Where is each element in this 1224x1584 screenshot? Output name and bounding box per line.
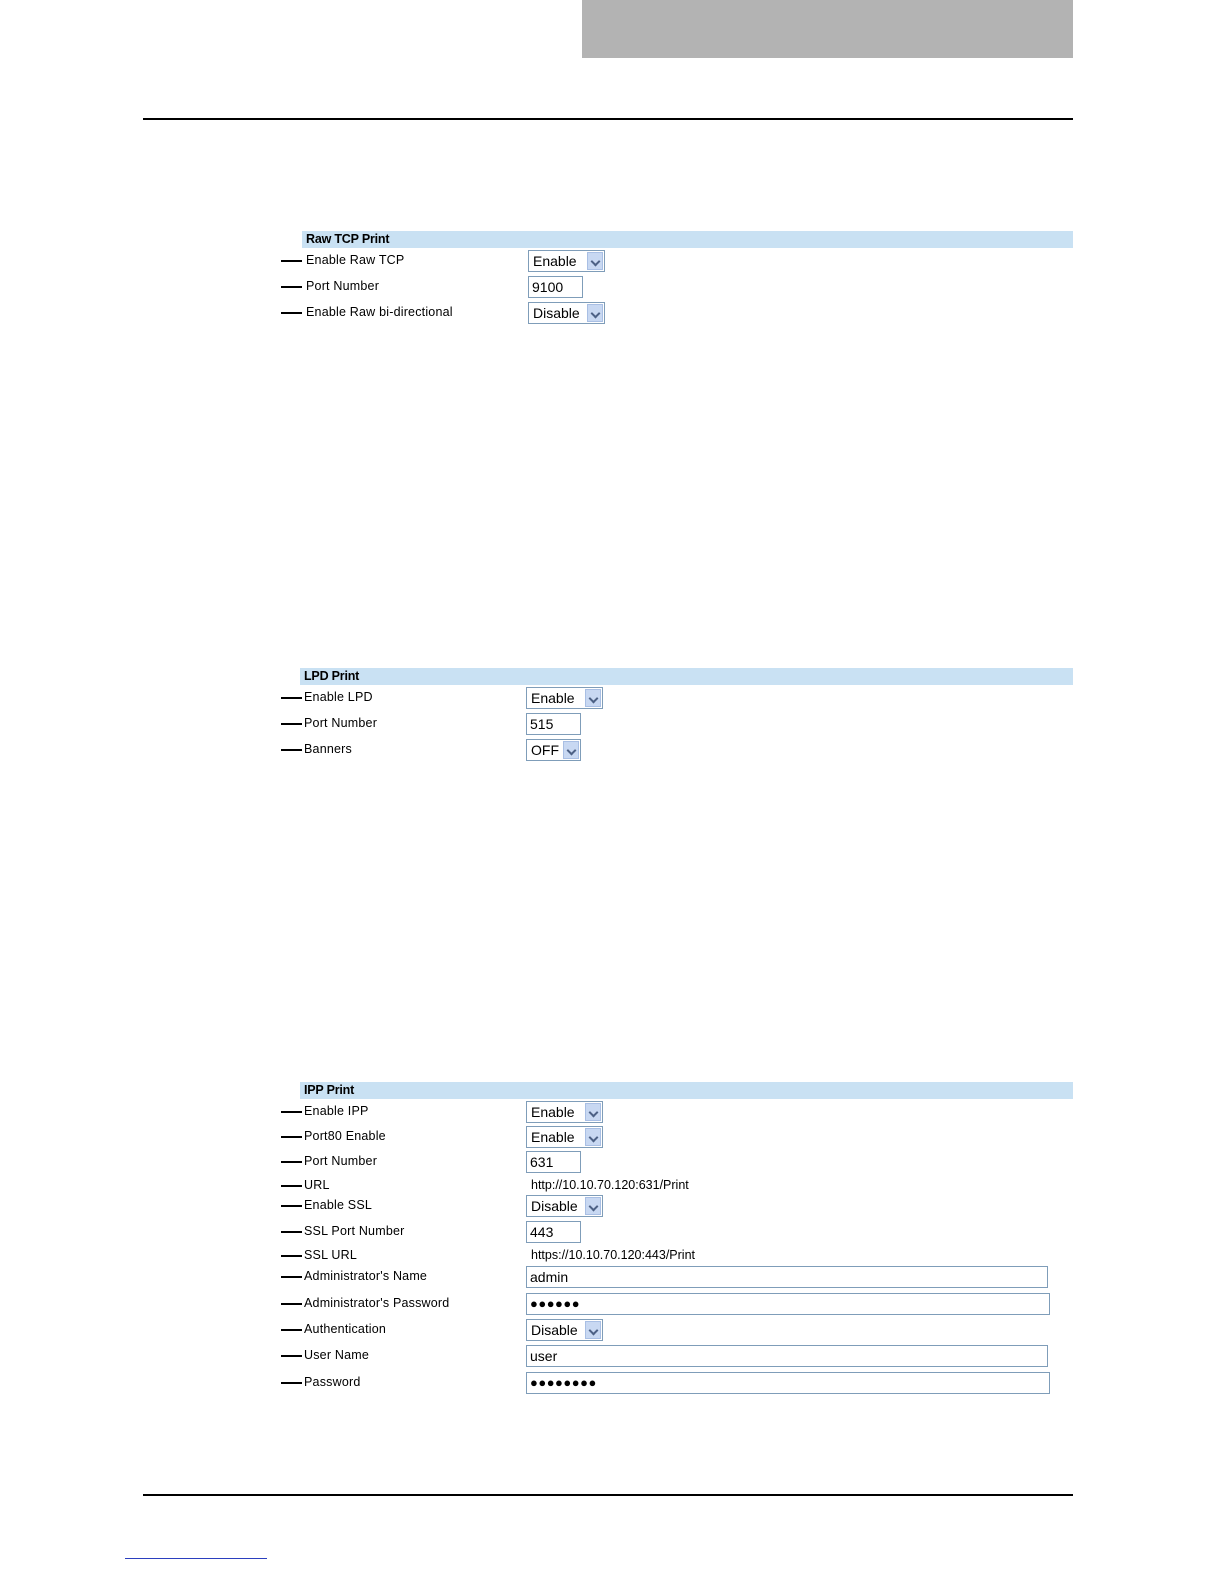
admin-password-input[interactable]: ●●●●●● [526, 1293, 1050, 1315]
raw-tcp-panel [281, 231, 1073, 331]
lpd-title: LPD Print [300, 668, 1073, 685]
enable-raw-tcp-label: Enable Raw TCP [306, 253, 405, 267]
raw-bidir-label: Enable Raw bi-directional [306, 305, 453, 319]
chevron-down-icon[interactable] [587, 304, 603, 322]
url-label: URL [304, 1178, 330, 1192]
enable-raw-tcp-row [281, 250, 1073, 272]
authentication-label: Authentication [304, 1322, 387, 1336]
ssl-port-input[interactable]: 443 [526, 1221, 581, 1243]
raw-bidir-row [281, 302, 1073, 324]
password-row [281, 1372, 1073, 1394]
ipp-port-input[interactable]: 631 [526, 1151, 581, 1173]
callout-line [281, 1255, 302, 1257]
callout-line [281, 1185, 302, 1187]
ssl-port-label: SSL Port Number [304, 1224, 405, 1238]
admin-password-label: Administrator's Password [304, 1296, 450, 1310]
url-row [281, 1175, 1073, 1197]
header-band [582, 0, 1073, 58]
lpd-panel [281, 668, 1073, 768]
authentication-row [281, 1319, 1073, 1341]
enable-ssl-label: Enable SSL [304, 1198, 373, 1212]
user-name-label: User Name [304, 1348, 370, 1362]
banners-row [281, 739, 1073, 761]
lpd-port-input[interactable]: 515 [526, 713, 581, 735]
ssl-url-label: SSL URL [304, 1248, 358, 1262]
callout-line [281, 1355, 302, 1357]
admin-name-input[interactable]: admin [526, 1266, 1048, 1288]
chevron-down-icon[interactable] [563, 741, 579, 759]
callout-line [281, 1205, 302, 1207]
raw-port-label: Port Number [306, 279, 380, 293]
callout-line [281, 1161, 302, 1163]
ipp-panel [281, 1082, 1073, 1402]
admin-name-row [281, 1266, 1073, 1288]
user-name-row [281, 1345, 1073, 1367]
callout-line [281, 723, 302, 725]
user-name-input[interactable]: user [526, 1345, 1048, 1367]
lpd-port-label: Port Number [304, 716, 378, 730]
callout-line [281, 260, 302, 262]
ipp-title: IPP Print [300, 1082, 1073, 1099]
bottom-rule [143, 1494, 1073, 1496]
enable-lpd-select[interactable]: Enable [526, 687, 603, 709]
callout-line [281, 286, 302, 288]
enable-ssl-row [281, 1195, 1073, 1217]
raw-bidir-select[interactable]: Disable [528, 302, 605, 324]
callout-line [281, 697, 302, 699]
callout-line [281, 312, 302, 314]
callout-line [281, 1231, 302, 1233]
chevron-down-icon[interactable] [585, 689, 601, 707]
enable-ipp-row [281, 1101, 1073, 1123]
ipp-port-row [281, 1151, 1073, 1173]
callout-line [281, 1329, 302, 1331]
enable-raw-tcp-select[interactable]: Enable [528, 250, 605, 272]
raw-tcp-title: Raw TCP Print [302, 231, 1073, 248]
top-rule [143, 118, 1073, 120]
port80-row [281, 1126, 1073, 1148]
lpd-port-row [281, 713, 1073, 735]
authentication-select[interactable]: Disable [526, 1319, 603, 1341]
admin-password-row [281, 1293, 1073, 1315]
callout-line [281, 1276, 302, 1278]
banners-label: Banners [304, 742, 352, 756]
enable-ipp-select[interactable]: Enable [526, 1101, 603, 1123]
chevron-down-icon[interactable] [585, 1197, 601, 1215]
enable-lpd-label: Enable LPD [304, 690, 373, 704]
callout-line [281, 749, 302, 751]
enable-ipp-label: Enable IPP [304, 1104, 369, 1118]
enable-lpd-row [281, 687, 1073, 709]
callout-line [281, 1382, 302, 1384]
ipp-port-label: Port Number [304, 1154, 378, 1168]
ssl-url-value: https://10.10.70.120:443/Print [531, 1248, 696, 1262]
url-value: http://10.10.70.120:631/Print [531, 1178, 689, 1192]
ssl-url-row [281, 1245, 1073, 1267]
enable-ssl-select[interactable]: Disable [526, 1195, 603, 1217]
password-input[interactable]: ●●●●●●●● [526, 1372, 1050, 1394]
footer-link-underline[interactable] [125, 1558, 267, 1559]
callout-line [281, 1303, 302, 1305]
admin-name-label: Administrator's Name [304, 1269, 428, 1283]
chevron-down-icon[interactable] [585, 1103, 601, 1121]
callout-line [281, 1111, 302, 1113]
password-label: Password [304, 1375, 361, 1389]
banners-select[interactable]: OFF [526, 739, 581, 761]
port80-label: Port80 Enable [304, 1129, 386, 1143]
port80-select[interactable]: Enable [526, 1126, 603, 1148]
chevron-down-icon[interactable] [587, 252, 603, 270]
raw-port-row [281, 276, 1073, 298]
ssl-port-row [281, 1221, 1073, 1243]
raw-port-input[interactable]: 9100 [528, 276, 583, 298]
chevron-down-icon[interactable] [585, 1128, 601, 1146]
chevron-down-icon[interactable] [585, 1321, 601, 1339]
callout-line [281, 1136, 302, 1138]
